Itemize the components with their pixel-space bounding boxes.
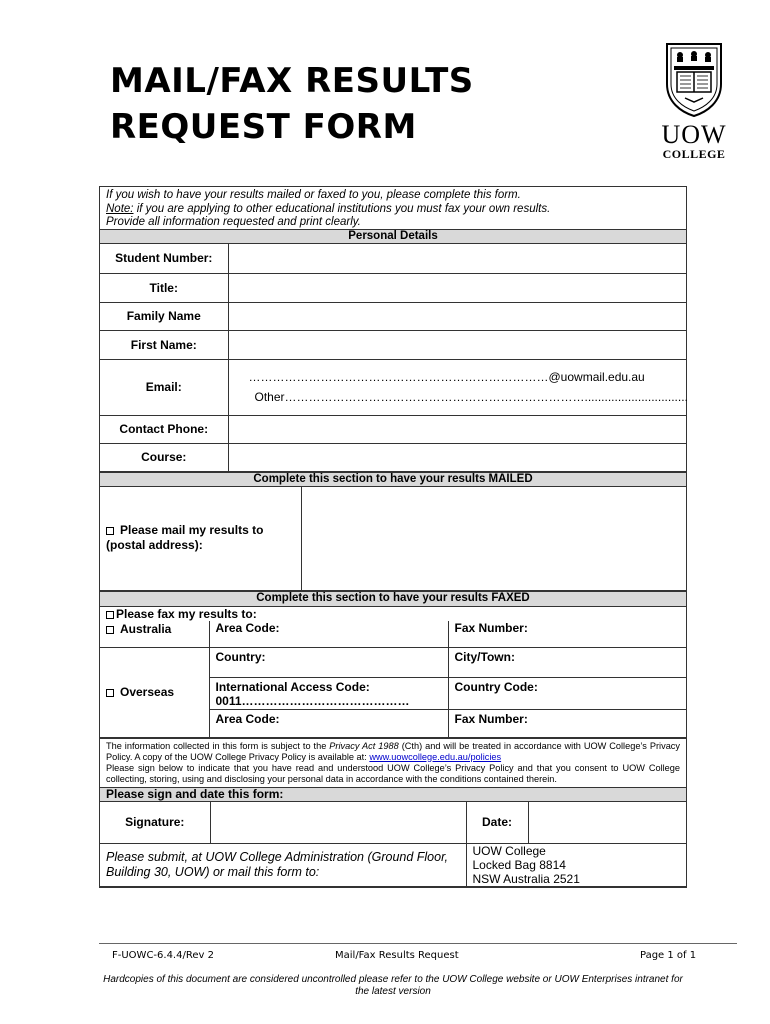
mail-option-label: Please mail my results to (postal address): (106, 523, 264, 553)
mailing-address (466, 844, 686, 887)
australia-option (100, 621, 209, 647)
email-other-line: Other…………………………………………………………………............................... (254, 390, 688, 404)
area-code-field[interactable] (209, 621, 448, 647)
city-town-label: City/Town: (454, 649, 515, 664)
country-code-field[interactable] (448, 677, 686, 709)
crest-icon (663, 40, 725, 118)
logo-subtitle: COLLEGE (662, 147, 726, 161)
mail-table (100, 487, 686, 592)
privacy-statement (100, 738, 686, 787)
address-line: NSW Australia 2521 (472, 872, 580, 886)
overseas-area-code-field[interactable] (209, 709, 448, 737)
note-text: if you are applying to other educational institutions you must fax your own results. (133, 202, 551, 215)
form-instructions (100, 187, 686, 229)
family-name-label: Family Name (100, 302, 228, 330)
privacy-policy-link[interactable]: www.uowcollege.edu.au/policies (369, 751, 502, 762)
checkbox-icon[interactable] (106, 626, 114, 634)
date-label: Date: (466, 802, 528, 844)
date-field[interactable] (528, 802, 686, 844)
section-heading-fax: Complete this section to have your results FAXED (100, 591, 686, 606)
title-line-2: REQUEST FORM (110, 107, 417, 147)
fax-number-field[interactable] (448, 621, 686, 647)
intl-access-field[interactable] (209, 677, 448, 709)
page-title (110, 58, 474, 150)
privacy-text: (Cth) and will be treated in accordance with UOW College’s Privacy Policy. A copy of the UOW College Privacy Policy is available at: (106, 740, 680, 762)
checkbox-icon[interactable] (106, 527, 114, 535)
email-uowmail-line: …………………………………………………………………@uowmail.edu.au (248, 370, 645, 384)
country-label: Country: (215, 649, 266, 664)
uow-college-logo (656, 40, 732, 160)
footer-disclaimer: Hardcopies of this document are considered uncontrolled please refer to the UOW College website or UOW Enterprises intranet for the latest version (103, 974, 683, 997)
first-name-label: First Name: (100, 330, 228, 359)
signature-label: Signature: (100, 802, 210, 844)
checkbox-icon[interactable] (106, 689, 114, 697)
email-field[interactable] (228, 359, 686, 415)
contact-phone-label: Contact Phone: (100, 415, 228, 443)
note-label: Note: (106, 202, 134, 215)
title-field[interactable] (228, 273, 686, 302)
overseas-fax-number-field[interactable] (448, 709, 686, 737)
fax-intro (100, 606, 686, 621)
intl-access-label: International Access Code: (215, 679, 370, 694)
submit-instructions: Please submit, at UOW College Administration (Ground Floor, Building 30, UOW) or mail this form to: (100, 844, 466, 887)
checkbox-icon[interactable] (106, 611, 114, 619)
address-line: UOW College (472, 844, 546, 858)
instruction-line: If you wish to have your results mailed or faxed to you, please complete this form. (106, 189, 521, 201)
overseas-area-code-label: Area Code: (215, 711, 280, 726)
title-line-1: MAIL/FAX RESULTS (110, 61, 474, 101)
course-label: Course: (100, 443, 228, 471)
family-name-field[interactable] (228, 302, 686, 330)
australia-label: Australia (120, 622, 172, 636)
mail-option (100, 487, 301, 591)
contact-phone-field[interactable] (228, 415, 686, 443)
overseas-label: Overseas (120, 685, 175, 699)
section-heading-sign: Please sign and date this form: (100, 787, 686, 802)
title-label: Title: (100, 273, 228, 302)
footer-page-number: Page 1 of 1 (640, 950, 697, 961)
note-line (106, 203, 680, 217)
city-town-field[interactable] (448, 647, 686, 677)
footer-doc-title: Mail/Fax Results Request (335, 950, 459, 961)
privacy-consent-text: Please sign below to indicate that you have read and understood UOW College’s Privacy Policy and that you consent to UOW College collecting, storing, using and disclosing your personal data in accordance with the conditions contained therein. (106, 762, 680, 784)
intl-access-value: 0011…………………………………… (215, 693, 410, 708)
student-number-label: Student Number: (100, 244, 228, 273)
section-heading-mail: Complete this section to have your results MAILED (100, 472, 686, 487)
postal-address-field[interactable] (301, 487, 686, 591)
privacy-act-name: Privacy Act 1988 (329, 740, 399, 751)
fax-table (100, 621, 686, 738)
footer-doc-code: F-UOWC-6.4.4/Rev 2 (112, 950, 214, 961)
signature-field[interactable] (210, 802, 466, 844)
student-number-field[interactable] (228, 244, 686, 273)
privacy-text: The information collected in this form is subject to the (106, 740, 330, 751)
fax-number-label: Fax Number: (454, 621, 528, 635)
overseas-option (100, 647, 209, 737)
footer-divider (99, 943, 737, 944)
instruction-line: Provide all information requested and print clearly. (106, 216, 361, 228)
country-field[interactable] (209, 647, 448, 677)
first-name-field[interactable] (228, 330, 686, 359)
section-heading-personal: Personal Details (100, 229, 686, 244)
results-request-form (99, 186, 687, 888)
sign-table (100, 802, 686, 888)
country-code-label: Country Code: (454, 679, 538, 694)
personal-details-table (100, 244, 686, 472)
area-code-label: Area Code: (215, 621, 280, 635)
address-line: Locked Bag 8814 (472, 858, 566, 872)
email-label: Email: (100, 359, 228, 415)
logo-word: UOW (661, 120, 727, 149)
overseas-fax-number-label: Fax Number: (454, 711, 528, 726)
fax-intro-label: Please fax my results to: (116, 607, 257, 621)
course-field[interactable] (228, 443, 686, 471)
